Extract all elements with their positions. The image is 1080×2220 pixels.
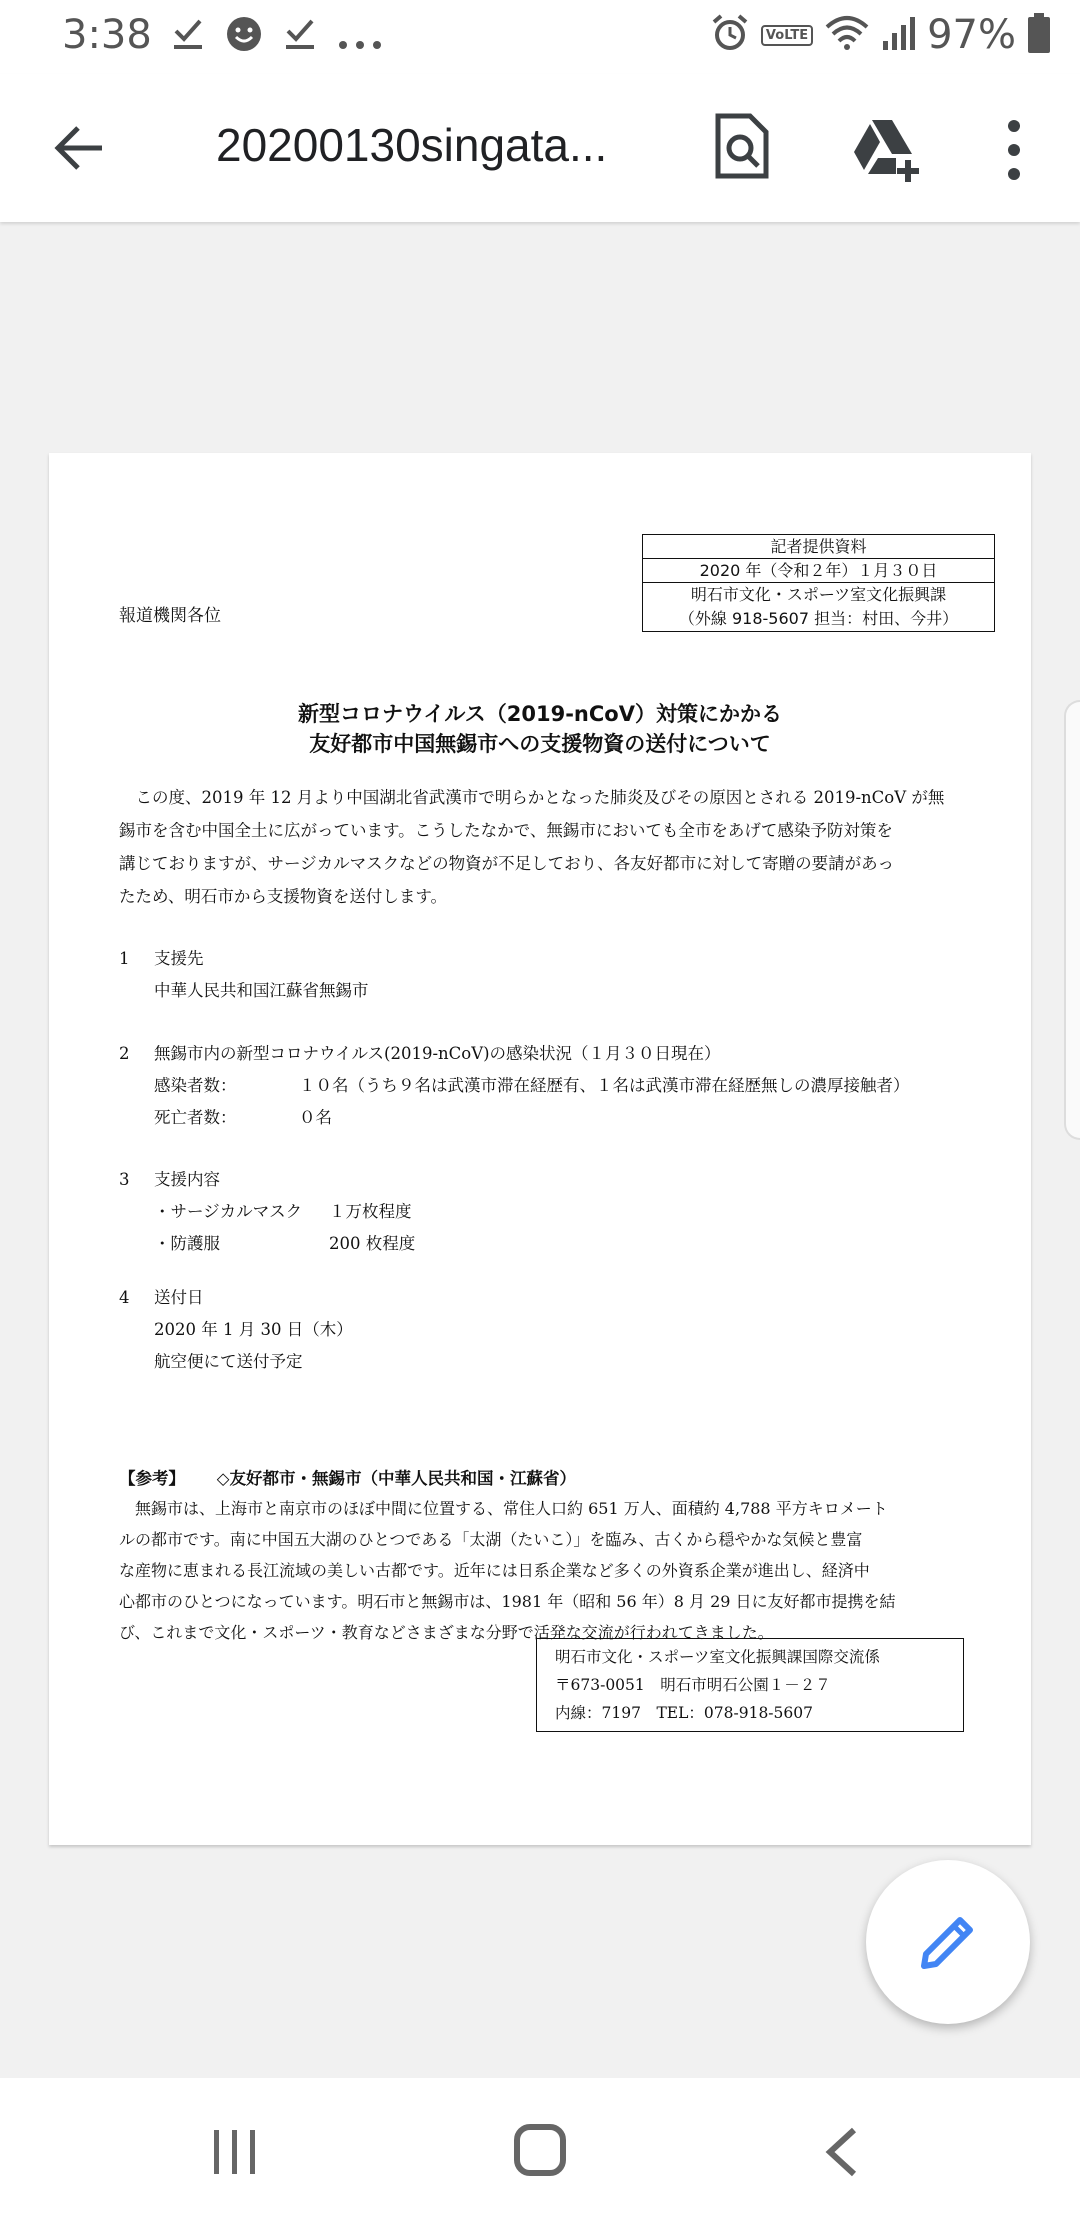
support-item-value: １万枚程度 (329, 1202, 412, 1221)
section-heading: 支援先 (154, 949, 204, 968)
contact-line: 内線：7197 TEL：078-918-5607 (555, 1704, 813, 1722)
reference-line: 無錫市は、上海市と南京市のほぼ中間に位置する、常住人口約 651 万人、面積約 4,788 平方キロメート (119, 1499, 888, 1518)
infected-value: １０名（うち９名は武漢市滞在経歴有、１名は武漢市滞在経歴無しの濃厚接触者） (299, 1076, 910, 1095)
press-box-line: （外線 918-5607 担当：村田、今井） (678, 609, 959, 628)
status-bar (0, 0, 1080, 74)
alarm-icon (711, 14, 749, 56)
document-page[interactable] (49, 453, 1031, 1845)
back-button[interactable] (50, 118, 110, 178)
section-heading: 送付日 (154, 1288, 204, 1307)
section-shipping-date (119, 1282, 353, 1378)
section-heading: 支援内容 (154, 1170, 220, 1189)
wifi-icon (825, 15, 869, 55)
notification-icons (172, 16, 382, 61)
reference-line: び、これまで文化・スポーツ・教育などさまざまな分野で活発な交流が行われてきました。 (119, 1623, 774, 1642)
download-done-icon (284, 17, 316, 60)
contact-line: 〒673-0051 明石市明石公園１－２７ (555, 1676, 831, 1694)
intro-line: 錫市を含む中国全土に広がっています。こうしたなかで、無錫市においても全市をあげて感染予防対策を (119, 821, 893, 840)
reference-paragraph (119, 1493, 989, 1648)
search-in-document-button[interactable] (712, 112, 772, 182)
reference-line: な産物に恵まれる長江流域の美しい古都です。近年には日系企業など多くの外資系企業が進出し、経済中 (119, 1561, 870, 1580)
document-title-line: 友好都市中国無錫市への支援物資の送付について (309, 732, 771, 756)
reference-line: 心都市のひとつになっています。明石市と無錫市は、1981 年（昭和 56 年）8 月 29 日に友好都市提携を結 (119, 1592, 896, 1611)
add-to-drive-icon (850, 116, 924, 182)
section-infection-status (119, 1038, 910, 1134)
section-number: 4 (119, 1288, 130, 1307)
section-number: 1 (119, 949, 130, 968)
reference-label: 【参考】 (119, 1469, 185, 1488)
file-title: 20200130singata... (216, 119, 608, 171)
signal-icon (881, 15, 915, 55)
intro-line: たため、明石市から支援物資を送付します。 (119, 887, 448, 906)
more-dots-icon (338, 19, 382, 59)
system-nav-bar (0, 2078, 1080, 2220)
intro-line: 講じておりますが、サージカルマスクなどの物資が不足しており、各友好都市に対して寄贈の要請があっ (119, 854, 895, 873)
deaths-row (154, 1102, 910, 1134)
recent-apps-button[interactable] (212, 2128, 258, 2176)
back-icon (822, 2126, 862, 2178)
recent-apps-icon (212, 2128, 258, 2176)
reference-heading (119, 1465, 576, 1489)
section-support-contents (119, 1164, 415, 1260)
press-box-line: 明石市文化・スポーツ室文化振興課 (690, 585, 947, 604)
support-item-label: ・防護服 (154, 1234, 220, 1253)
search-document-icon (712, 112, 772, 182)
section-number: 3 (119, 1170, 130, 1189)
support-item-value: 200 枚程度 (329, 1234, 416, 1253)
home-button[interactable] (514, 2124, 566, 2176)
contact-line: 明石市文化・スポーツ室文化振興課国際交流係 (555, 1648, 880, 1666)
reference-line: ルの都市です。南に中国五大湖のひとつである「太湖（たいこ）」を臨み、古くから穏やかな気候と豊富 (119, 1530, 863, 1549)
document-title-line: 新型コロナウイルス（2019-nCoV）対策にかかる (298, 702, 782, 726)
battery-percent: 97% (927, 12, 1016, 58)
addressee: 報道機関各位 (119, 606, 221, 626)
shipping-method: 航空便にて送付予定 (154, 1352, 303, 1371)
status-time: 3:38 (62, 12, 152, 58)
contact-box (536, 1638, 964, 1732)
support-item-label: ・サージカルマスク (154, 1202, 303, 1221)
edit-pencil-icon (916, 1910, 980, 1974)
infected-row (154, 1070, 910, 1102)
section-heading: 無錫市内の新型コロナウイルス(2019-nCoV)の感染状況（１月３０日現在） (154, 1044, 721, 1063)
press-box-line: 記者提供資料 (643, 535, 994, 559)
volte-icon: VoLTE (761, 25, 813, 46)
deaths-value: ０名 (299, 1108, 332, 1127)
more-vert-icon (1000, 118, 1028, 182)
reference-title: ◇友好都市・無錫市（中華人民共和国・江蘇省） (216, 1469, 576, 1488)
press-release-box (642, 534, 995, 632)
more-options-button[interactable] (1000, 118, 1028, 182)
section-text: 中華人民共和国江蘇省無錫市 (154, 981, 369, 1000)
download-done-icon (172, 17, 204, 60)
back-arrow-icon (50, 118, 110, 178)
shipping-date: 2020 年 1 月 30 日（木） (154, 1320, 353, 1339)
scroll-handle[interactable] (1064, 700, 1080, 1140)
add-to-drive-button[interactable] (850, 116, 924, 182)
infected-label: 感染者数： (154, 1076, 237, 1095)
section-number: 2 (119, 1044, 130, 1063)
nav-back-button[interactable] (822, 2126, 862, 2178)
support-item (154, 1228, 415, 1260)
smiley-icon (226, 16, 262, 61)
section-recipient (119, 943, 369, 1007)
status-right (711, 12, 1050, 58)
press-box-line: 2020 年（令和２年）１月３０日 (643, 559, 994, 583)
deaths-label: 死亡者数： (154, 1108, 237, 1127)
support-item (154, 1196, 415, 1228)
app-bar (0, 74, 1080, 222)
battery-icon (1028, 13, 1050, 57)
intro-line: この度、2019 年 12 月より中国湖北省武漢市で明らかとなった肺炎及びその原因とされる 2019-nCoV が無 (119, 788, 945, 807)
edit-fab-button[interactable] (866, 1860, 1030, 2024)
intro-paragraph (119, 781, 979, 913)
